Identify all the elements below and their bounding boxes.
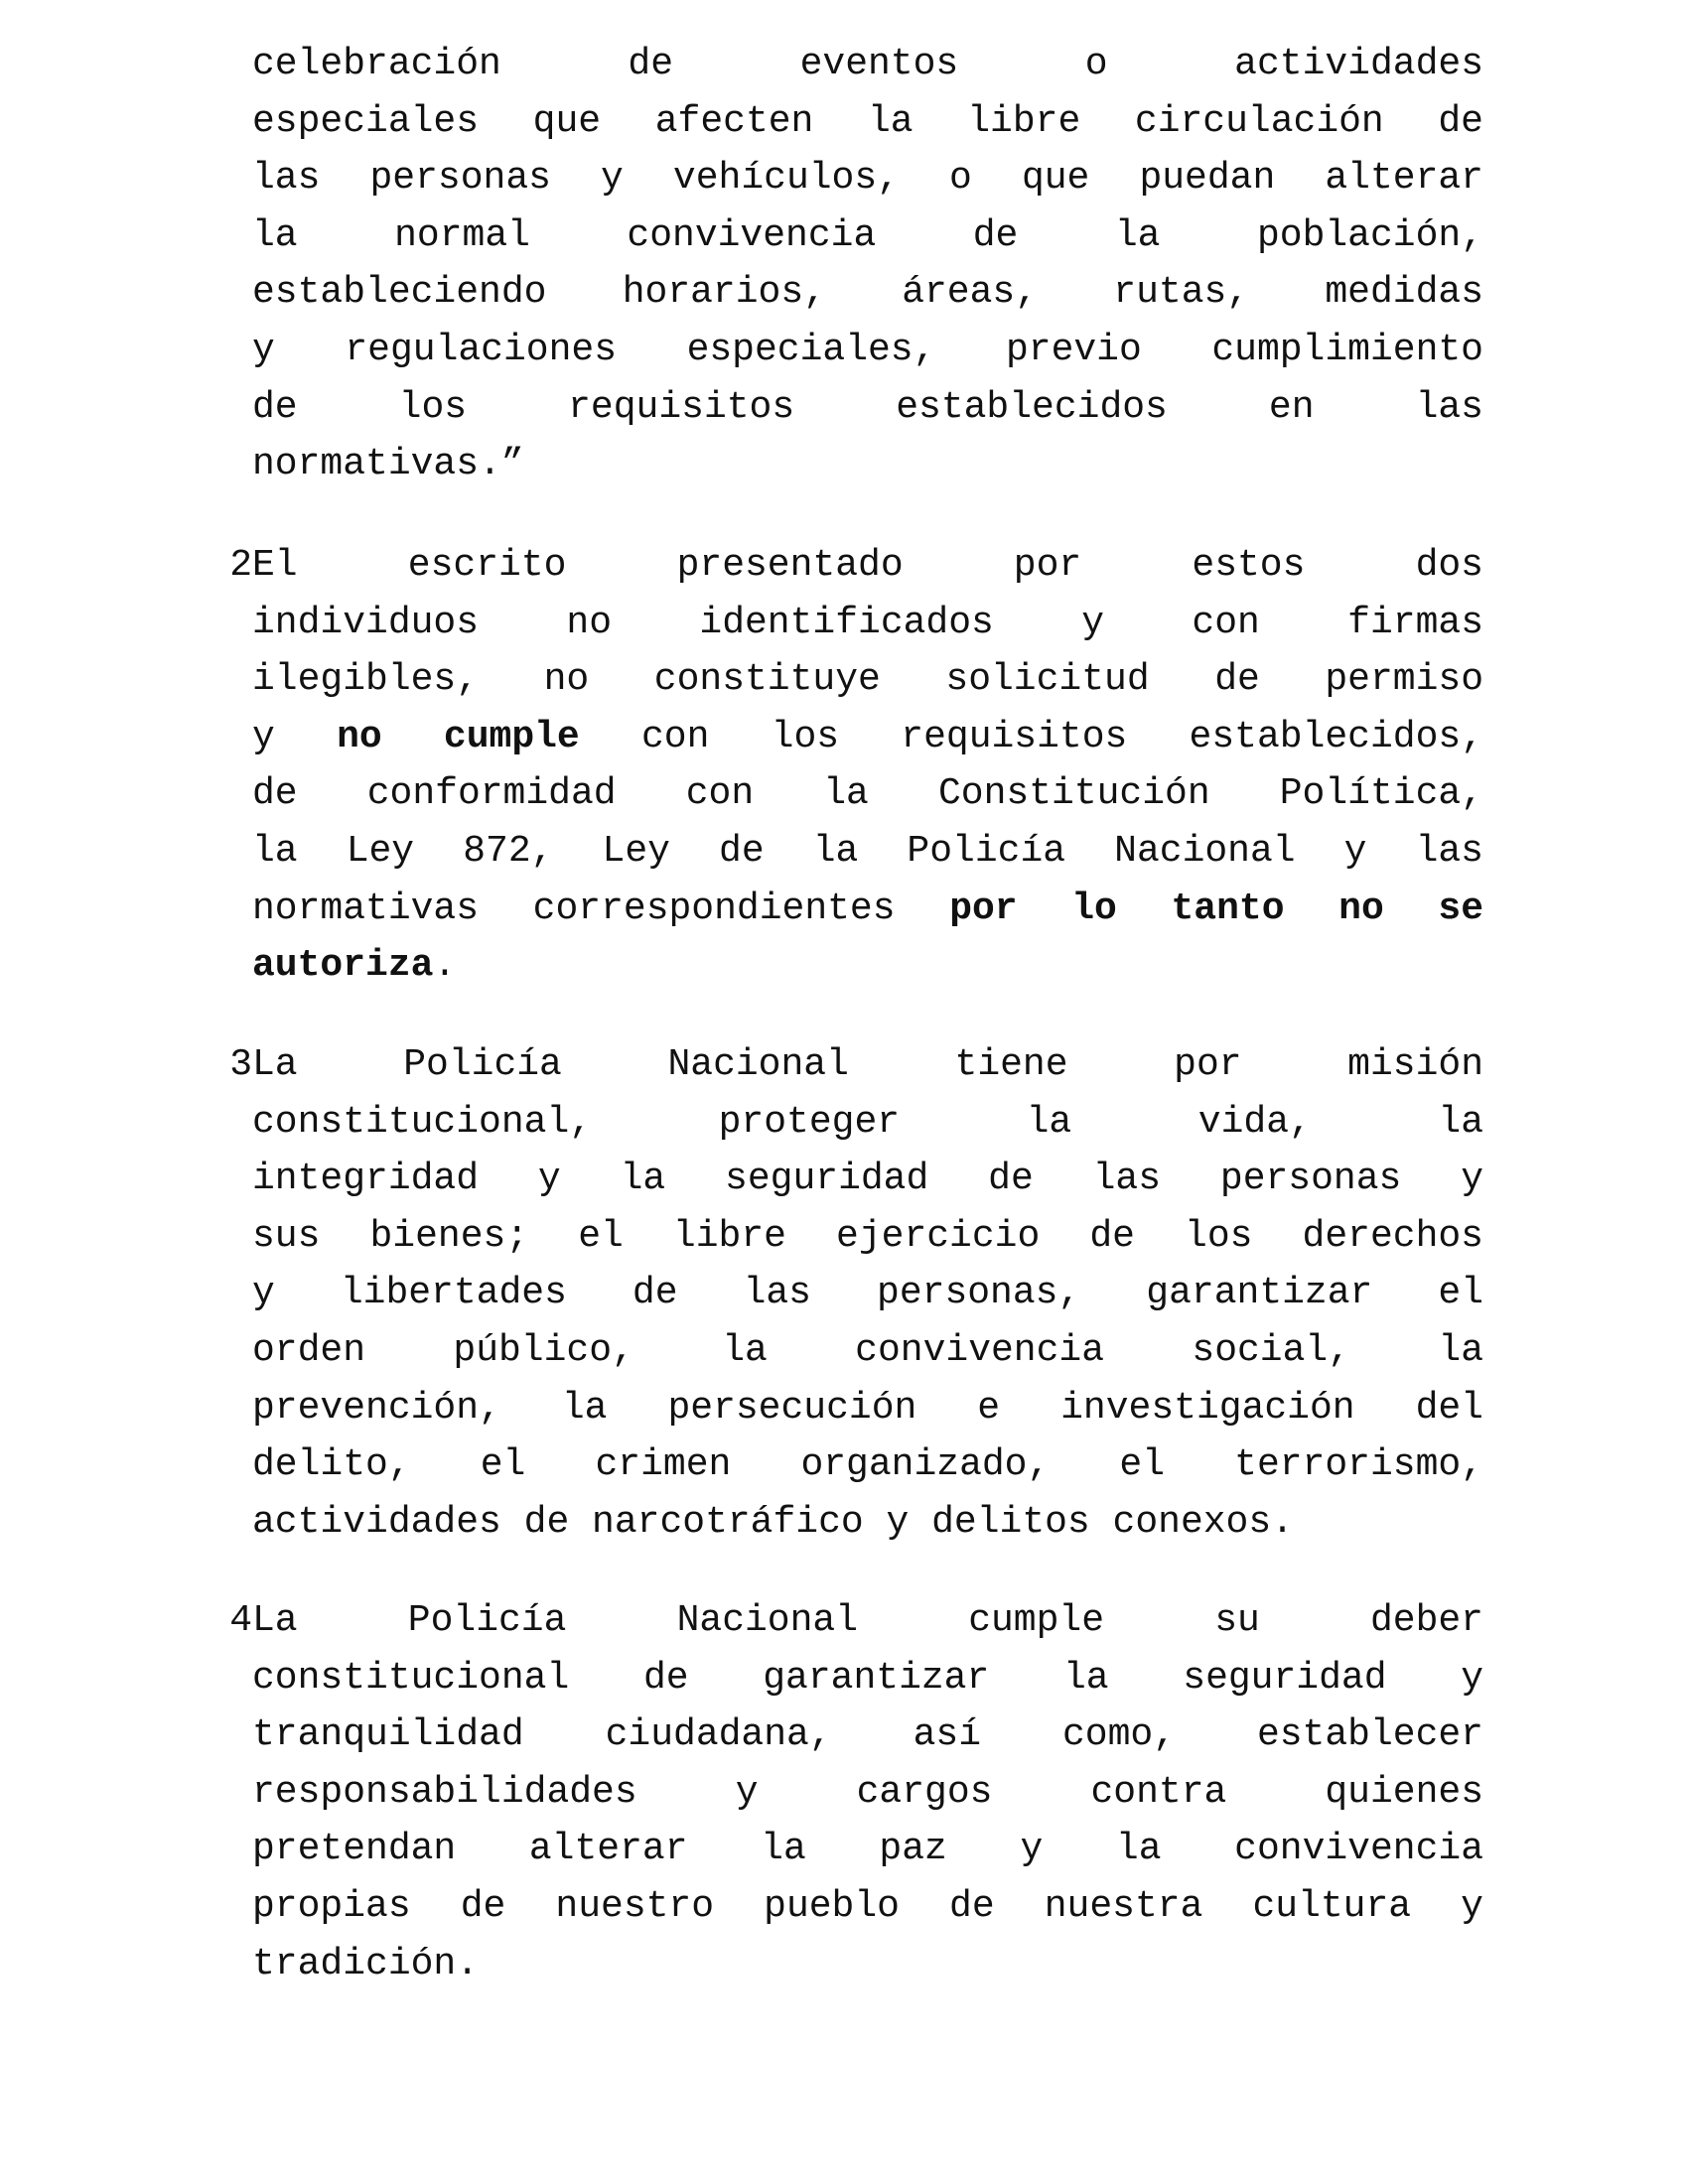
text-line: la Ley 872, Ley de la Policía Nacional y las <box>252 829 1483 873</box>
text-line: normativas.” <box>252 443 524 486</box>
text-line: tranquilidad ciudadana, así como, establecer <box>252 1713 1483 1757</box>
text-line: La Policía Nacional tiene por misión <box>252 1043 1483 1086</box>
item-paragraph <box>252 537 1483 995</box>
text-line: sus bienes; el libre ejercicio de los derechos <box>252 1214 1483 1258</box>
text-line: responsabilidades y cargos contra quienes <box>252 1770 1483 1814</box>
continuation-paragraph <box>252 36 1483 493</box>
text-line <box>252 937 1483 995</box>
bold-phrase: por lo tanto no se <box>949 887 1483 930</box>
item-number: 4 <box>229 1599 252 1642</box>
text-line: ilegibles, no constituye solicitud de permiso <box>252 658 1483 702</box>
numbered-item <box>199 537 1483 995</box>
item-number: 2 <box>229 544 252 587</box>
text-line: prevención, la persecución e investigación del <box>252 1386 1483 1430</box>
bold-phrase: autoriza <box>252 944 434 988</box>
text-line: La Policía Nacional cumple su deber <box>252 1599 1483 1642</box>
text-segment: normativas correspondientes <box>252 887 896 930</box>
text-line: integridad y la seguridad de las personas y <box>252 1158 1483 1201</box>
text-line: y libertades de las personas, garantizar el <box>252 1272 1483 1315</box>
text-line: las personas y vehículos, o que puedan alterar <box>252 157 1483 201</box>
text-line: tradición. <box>252 1942 480 1985</box>
text-line <box>252 709 1483 766</box>
text-line: especiales que afecten la libre circulación de <box>252 99 1483 143</box>
text-line: y regulaciones especiales, previo cumplimiento <box>252 328 1483 371</box>
text-line <box>252 881 1483 938</box>
item-paragraph <box>252 1592 1483 1992</box>
text-line: constitucional, proteger la vida, la <box>252 1100 1483 1144</box>
text-line: la normal convivencia de la población, <box>252 213 1483 257</box>
text-line: constitucional de garantizar la seguridad y <box>252 1656 1483 1700</box>
text-segment: y <box>252 715 275 758</box>
text-line: El escrito presentado por estos dos <box>252 544 1483 587</box>
text-line: actividades de narcotráfico y delitos conexos. <box>252 1500 1294 1544</box>
text-line: de conformidad con la Constitución Política, <box>252 772 1483 816</box>
text-line: pretendan alterar la paz y la convivencia <box>252 1828 1483 1871</box>
numbered-item <box>199 1036 1483 1551</box>
text-line: orden público, la convivencia social, la <box>252 1328 1483 1372</box>
bold-phrase: no cumple <box>337 715 580 758</box>
text-line: delito, el crimen organizado, el terrorismo, <box>252 1443 1483 1487</box>
numbered-item <box>199 1592 1483 1992</box>
text-line: celebración de eventos o actividades <box>252 43 1483 85</box>
text-line: propias de nuestro pueblo de nuestra cultura y <box>252 1884 1483 1928</box>
text-line: individuos no identificados y con firmas <box>252 601 1483 644</box>
item-number: 3 <box>229 1043 252 1086</box>
text-line: estableciendo horarios, áreas, rutas, medidas <box>252 271 1483 315</box>
item-paragraph <box>252 1036 1483 1551</box>
text-segment: con los requisitos establecidos, <box>640 715 1484 758</box>
text-line: de los requisitos establecidos en las <box>252 385 1483 429</box>
text-segment: . <box>433 944 457 988</box>
